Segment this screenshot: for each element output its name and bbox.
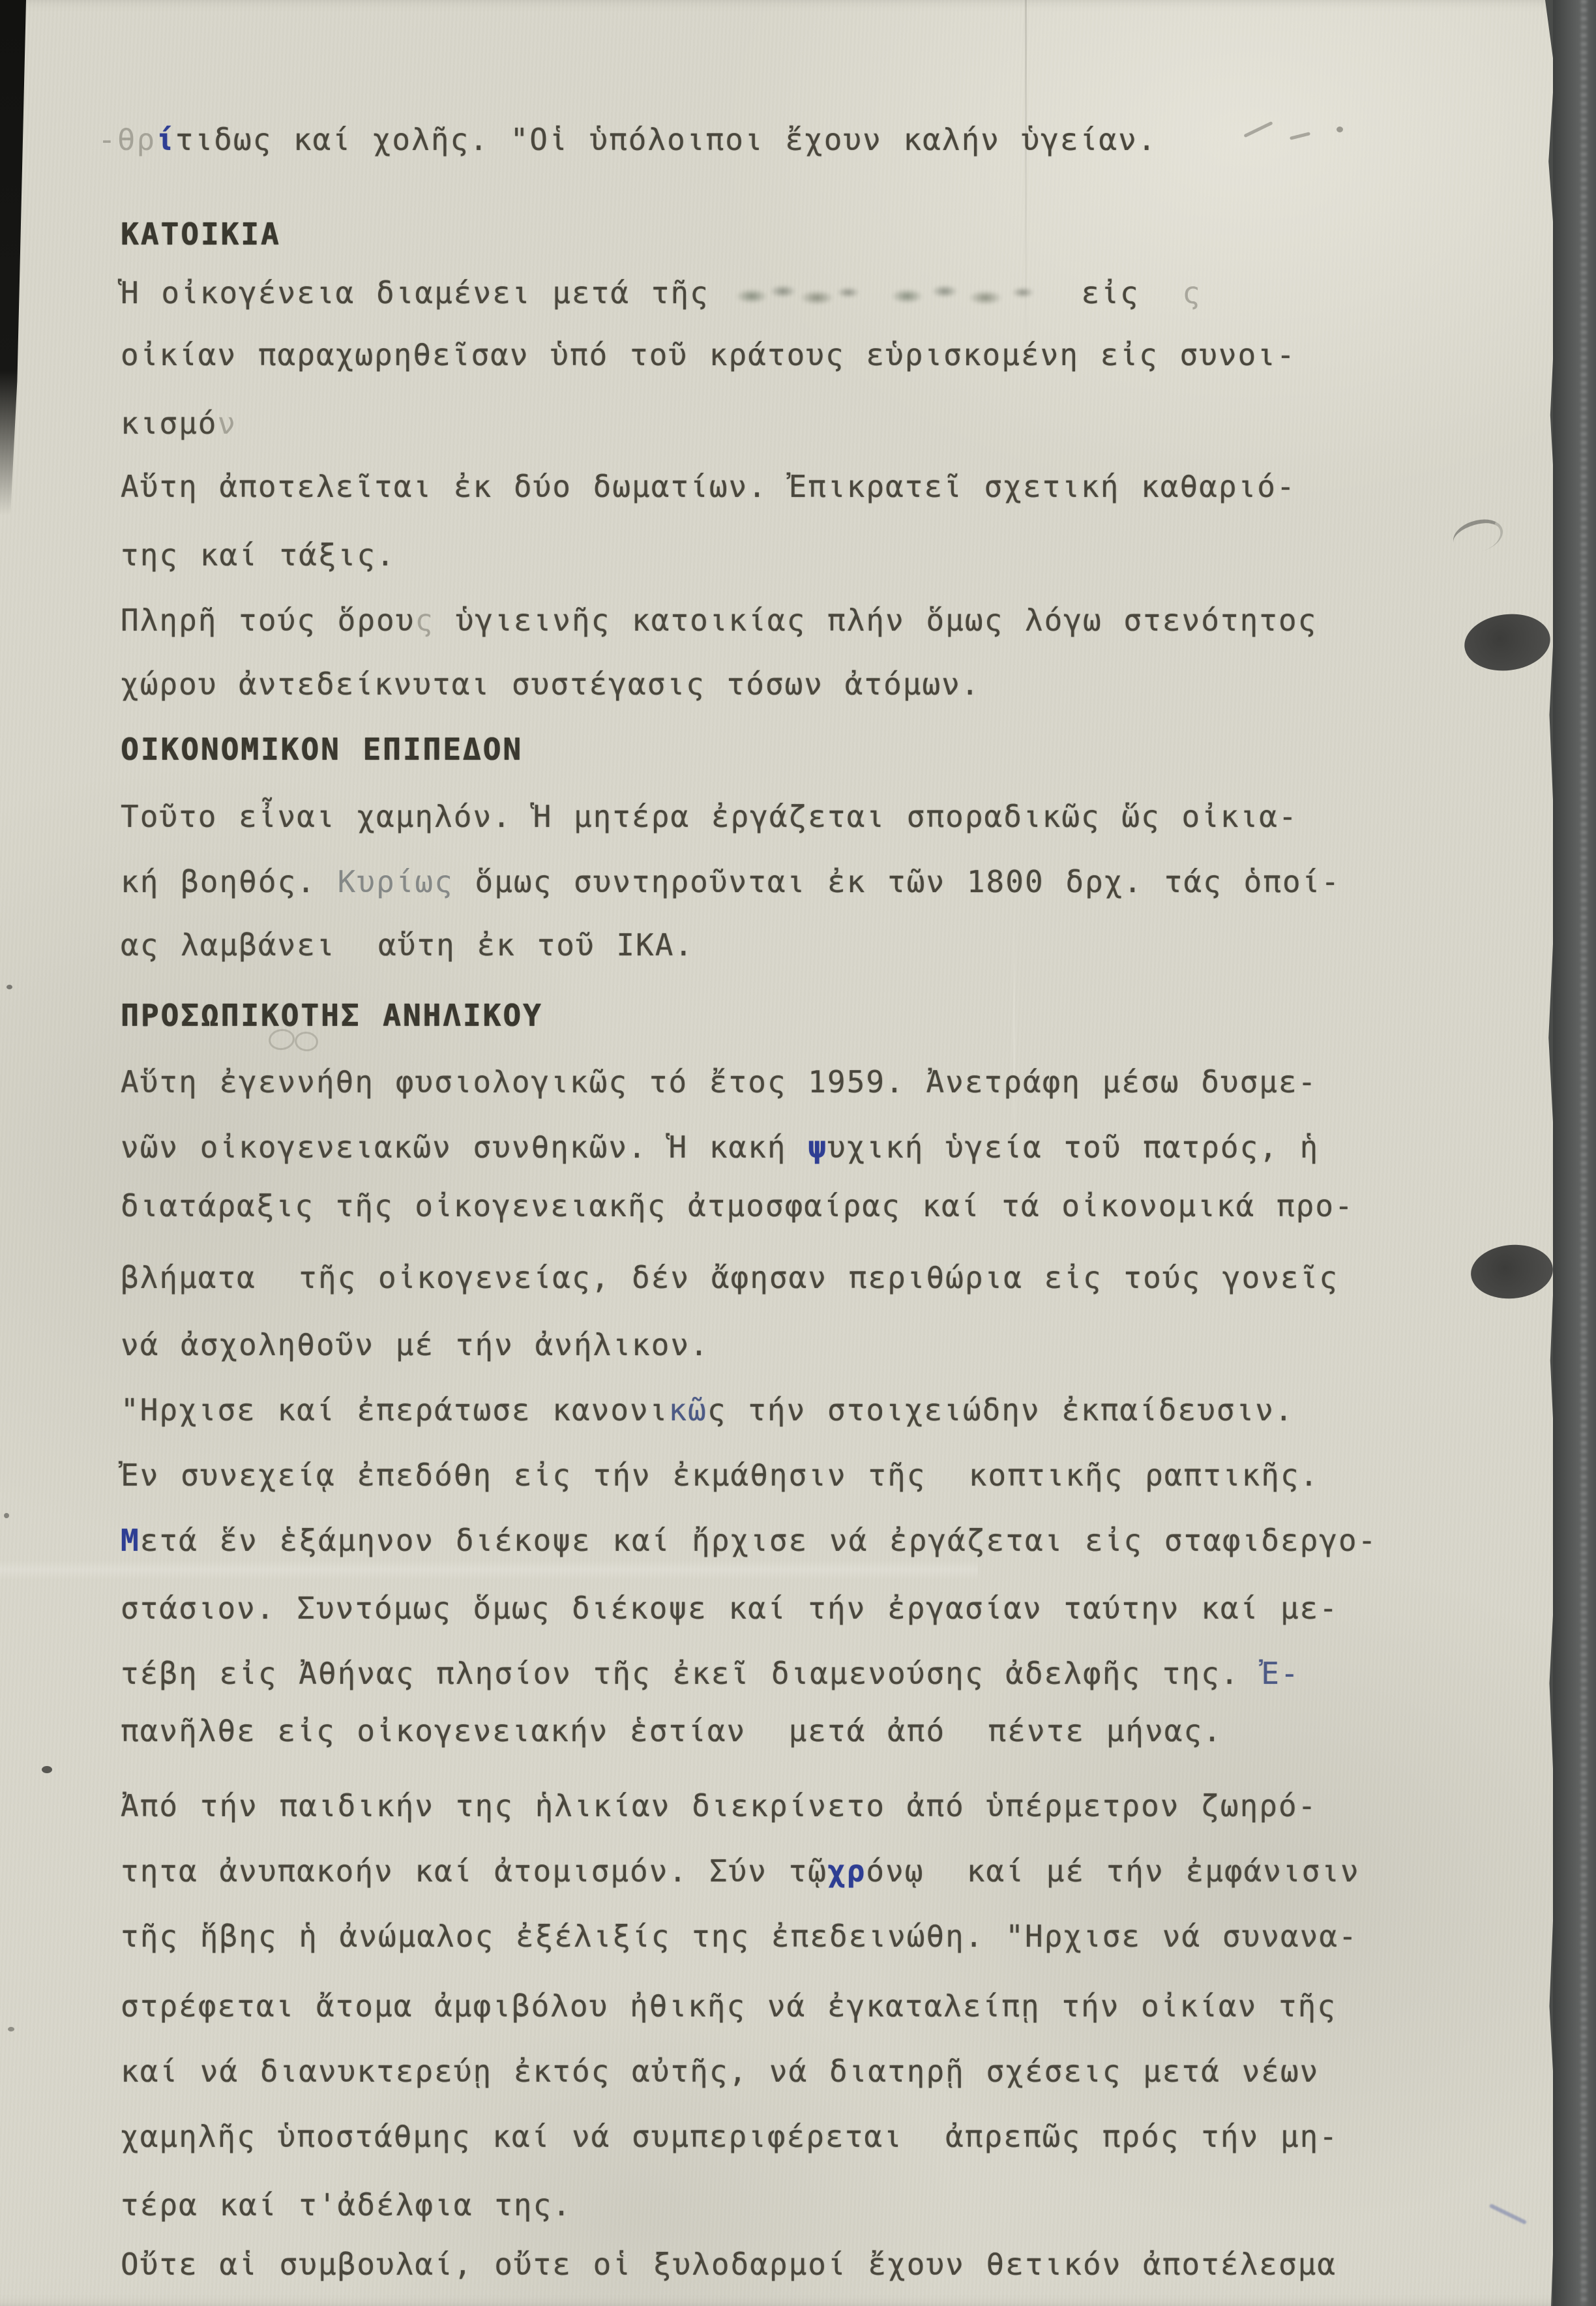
text-segment: κή βοηθός. xyxy=(121,864,338,899)
text-segment: Ἐν συνεχείᾳ ἐπεδόθη εἰς τήν ἐκμάθησιν τῆς κοπτικῆς ραπτικῆς. xyxy=(121,1458,1320,1493)
text-line xyxy=(121,1187,1354,1225)
erased-text-smudge xyxy=(731,280,861,309)
text-line xyxy=(121,1987,1337,2025)
text-segment: ψ xyxy=(808,1130,828,1165)
edge-speck xyxy=(8,2027,14,2031)
text-segment: Τοῦτο εἶναι χαμηλόν. Ἡ μητέρα ἐργάζεται σποραδικῶς ὥς οἰκια- xyxy=(121,799,1298,834)
text-segment: τιδως καί χολῆς. "Οἱ ὑπόλοιποι ἔχουν καλήν ὑγείαν. xyxy=(175,122,1157,157)
text-line xyxy=(121,863,1340,901)
section-heading xyxy=(121,730,523,768)
text-segment: ας λαμβάνει αὕτη ἐκ τοῦ ΙΚΑ. xyxy=(121,927,694,963)
text-line xyxy=(121,1787,1317,1825)
text-line xyxy=(121,926,694,964)
text-segment: Αὕτη ἀποτελεῖται ἐκ δύο δωματίων. Ἐπικρατεῖ σχετική καθαριό- xyxy=(121,469,1296,504)
text-line xyxy=(98,121,1157,158)
edge-speck xyxy=(7,985,12,989)
text-segment: στρέφεται ἄτομα ἀμφιβόλου ἠθικῆς νά ἐγκαταλείπῃ τήν οἰκίαν τῆς xyxy=(121,1988,1337,2024)
text-line xyxy=(121,404,237,442)
text-segment: ΠΡΟΣΩΠΙΚΟΤΗΣ ΑΝΗΛΙΚΟΥ xyxy=(121,998,543,1033)
erased-text-smudge xyxy=(882,280,1039,309)
text-line xyxy=(121,665,981,703)
text-segment: Ἀπό τήν παιδικήν της ἡλικίαν διεκρίνετο ἀπό ὑπέρμετρον ζωηρό- xyxy=(121,1788,1318,1823)
text-line xyxy=(121,2245,1337,2283)
text-segment: υχική ὑγεία τοῦ πατρός, ἡ xyxy=(827,1130,1320,1165)
text-line xyxy=(121,2118,1338,2155)
text-line xyxy=(121,1326,709,1364)
text-segment: κῶ xyxy=(668,1392,707,1428)
text-line xyxy=(121,1655,1300,1692)
text-segment: νῶν οἰκογενειακῶν συνθηκῶν. Ἡ κακή xyxy=(121,1130,808,1165)
text-segment: τέρα καί τ'ἀδέλφια της. xyxy=(121,2187,572,2223)
text-segment: ς τήν στοιχειώδην ἐκπαίδευσιν. xyxy=(707,1392,1294,1428)
edge-speck xyxy=(42,1766,52,1773)
text-segment: της καί τάξις. xyxy=(121,537,396,573)
text-segment: ετά ἕν ἑξάμηνον διέκοψε καί ἤρχισε νά ἐργάζεται εἰς σταφιδεργο- xyxy=(140,1523,1378,1558)
text-segment xyxy=(861,275,883,310)
book-spine-strip xyxy=(1553,0,1596,2306)
text-segment: ς xyxy=(415,603,435,638)
text-segment: καί νά διανυκτερεύῃ ἐκτός αὐτῆς, νά διατηρῇ σχέσεις μετά νέων xyxy=(121,2054,1320,2089)
text-segment: Πληρῆ τούς ὅρου xyxy=(121,603,415,638)
text-segment: κισμό xyxy=(121,406,218,441)
text-line xyxy=(121,1852,1360,1890)
text-segment: χώρου ἀντεδείκνυται συστέγασις τόσων ἀτόμων. xyxy=(121,666,981,702)
text-line xyxy=(121,1391,1294,1429)
text-segment: στάσιον. Συντόμως ὅμως διέκοψε καί τήν ἐργασίαν ταύτην καί με- xyxy=(121,1591,1339,1626)
edge-speck xyxy=(4,1513,9,1518)
text-segment: όνῳ καί μέ τήν ἐμφάνισιν xyxy=(866,1853,1360,1889)
text-segment: ν xyxy=(217,406,237,441)
text-segment: τῆς ἥβης ἡ ἀνώμαλος ἐξέλιξίς της ἐπεδεινώθη. "Ηρχισε νά συνανα- xyxy=(121,1919,1358,1954)
text-line xyxy=(121,601,1317,639)
text-line xyxy=(121,336,1296,374)
text-segment: νά ἀσχοληθοῦν μέ τήν ἀνήλικον. xyxy=(121,1327,709,1362)
text-line xyxy=(121,1521,1377,1559)
text-line xyxy=(121,274,1202,312)
text-segment: Κυρίως xyxy=(337,864,454,899)
text-line xyxy=(121,1128,1319,1166)
text-segment: ὑγιεινῆς κατοικίας πλήν ὅμως λόγω στενότητος xyxy=(434,603,1318,638)
text-segment: ὅμως συντηροῦνται ἐκ τῶν 1800 δρχ. τάς ὁποί- xyxy=(453,864,1341,899)
text-line xyxy=(121,1456,1319,1494)
text-segment: χαμηλῆς ὑποστάθμης καί νά συμπεριφέρεται ἀπρεπῶς πρός τήν μη- xyxy=(121,2119,1339,2154)
text-segment: ΟΙΚΟΝΟΜΙΚΟΝ ΕΠΙΠΕΔΟΝ xyxy=(121,732,523,767)
text-segment: ΚΑΤΟΙΚΙΑ xyxy=(121,217,281,252)
text-line xyxy=(121,2052,1319,2090)
pencil-mark xyxy=(1337,127,1343,132)
text-segment: ί xyxy=(156,122,175,157)
section-heading xyxy=(121,215,281,253)
text-line xyxy=(121,536,396,574)
text-segment: Ἐ- xyxy=(1261,1656,1300,1691)
text-line xyxy=(121,2186,572,2224)
text-line xyxy=(121,1917,1358,1955)
text-segment: Ἡ οἰκογένεια διαμένει μετά τῆς xyxy=(121,275,731,310)
text-segment: εἰς xyxy=(1039,275,1183,310)
text-segment: τέβη εἰς Ἀθήνας πλησίον τῆς ἐκεῖ διαμενούσης ἀδελφῆς της. xyxy=(121,1656,1262,1691)
text-segment: διατάραξις τῆς οἰκογενειακῆς ἀτμοσφαίρας καί τά οἰκονομικά προ- xyxy=(121,1188,1354,1223)
text-segment: βλήματα τῆς οἰκογενείας, δέν ἄφησαν περιθώρια εἰς τούς γονεῖς xyxy=(121,1260,1339,1295)
text-segment: Μ xyxy=(121,1523,140,1558)
text-segment: Οὔτε αἱ συμβουλαί, οὔτε οἱ ξυλοδαρμοί ἔχουν θετικόν ἀποτέλεσμα xyxy=(121,2247,1337,2282)
text-segment: οἰκίαν παραχωρηθεῖσαν ὑπό τοῦ κράτους εὑρισκομένη εἰς συνοι- xyxy=(121,337,1296,372)
text-segment: Αὕτη ἐγεννήθη φυσιολογικῶς τό ἔτος 1959. Ἀνετράφη μέσω δυσμε- xyxy=(121,1064,1318,1100)
text-line xyxy=(121,798,1298,835)
text-segment: τητα ἀνυπακοήν καί ἀτομισμόν. Σύν τῷ xyxy=(121,1853,827,1889)
section-heading xyxy=(121,996,543,1034)
text-line xyxy=(121,1589,1338,1627)
text-segment: πανῆλθε εἰς οἰκογενειακήν ἑστίαν μετά ἀπό πέντε μήνας. xyxy=(121,1713,1222,1748)
text-line xyxy=(121,1712,1222,1750)
text-line xyxy=(121,1259,1338,1296)
text-segment: ς xyxy=(1182,275,1202,310)
text-segment: -θρ xyxy=(98,122,156,157)
text-segment: "Ηρχισε καί ἐπεράτωσε κανονι xyxy=(121,1392,669,1428)
text-line xyxy=(121,468,1296,505)
text-line xyxy=(121,1063,1317,1101)
text-segment: χρ xyxy=(827,1853,866,1889)
spine-highlight xyxy=(1581,0,1587,2306)
